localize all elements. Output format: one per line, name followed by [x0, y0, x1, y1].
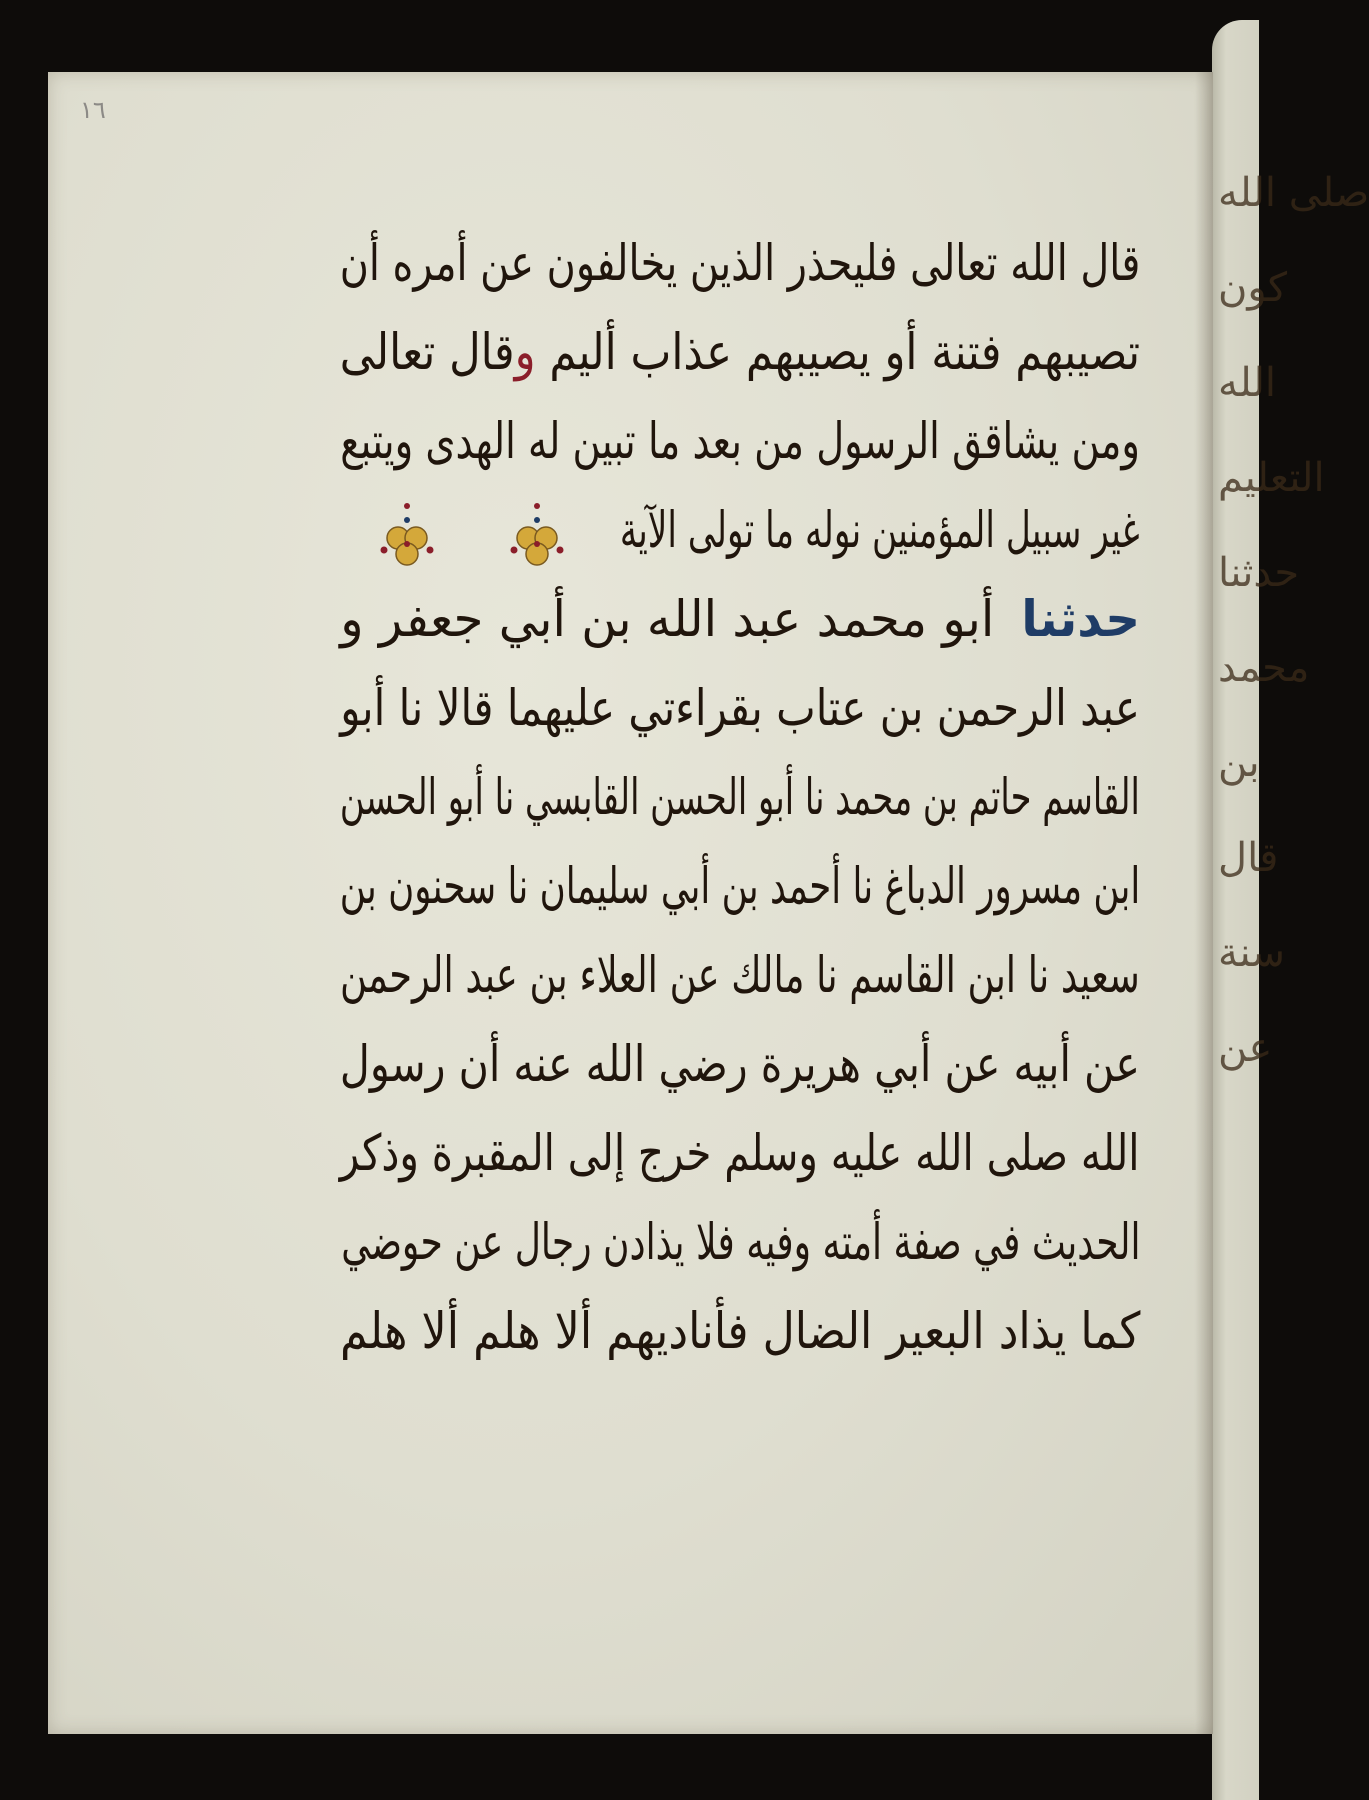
- facing-page-text: عن: [1218, 1025, 1273, 1071]
- folio-number: ١٦: [80, 96, 106, 124]
- line-content: [339, 841, 1140, 931]
- line-text: الله صلى الله عليه وسلم خرج إلى المقبرة وذكر: [340, 1124, 1140, 1182]
- line-text: كما يذاد البعير الضال فأناديهم ألا هلم ألا هلم: [339, 1302, 1140, 1360]
- rubric-heading: حدثنا: [1021, 590, 1140, 648]
- line-content: [339, 218, 1140, 308]
- facing-page-text: صلى الله: [1218, 170, 1369, 216]
- text-line: [340, 218, 1140, 308]
- facing-page-text: التعليم: [1218, 455, 1325, 501]
- line-content: [340, 663, 1140, 753]
- line-text-continued: قال تعالى: [339, 323, 515, 381]
- gold-rosette-icon: [502, 500, 572, 570]
- line-text: تصيبهم فتنة أو يصيبهم عذاب أليم: [549, 323, 1140, 381]
- line-content: [340, 1108, 1140, 1198]
- text-line: [340, 663, 1140, 753]
- text-line: [340, 396, 1140, 486]
- facing-page-edge: [1212, 20, 1369, 1800]
- facing-page-text: الله: [1218, 360, 1276, 406]
- line-content: [620, 485, 1140, 575]
- line-content: [340, 396, 1140, 486]
- line-text: ومن يشاقق الرسول من بعد ما تبين له الهدى ويتبع: [340, 412, 1140, 470]
- line-text: ابن مسرور الدباغ نا أحمد بن أبي سليمان نا سحنون بن: [339, 857, 1140, 915]
- line-content: [341, 1197, 1140, 1287]
- facing-page-text: محمد: [1218, 645, 1310, 691]
- line-text: قال الله تعالى فليحذر الذين يخالفون عن أمره أن: [339, 234, 1140, 292]
- line-content: [340, 1019, 1140, 1109]
- text-line: [340, 841, 1140, 931]
- line-text: عن أبيه عن أبي هريرة رضي الله عنه أن رسول: [339, 1035, 1140, 1093]
- line-text: عبد الرحمن بن عتاب بقراءتي عليهما قالا نا أبو: [340, 679, 1140, 737]
- line-content: [340, 574, 1140, 664]
- text-line: [340, 930, 1140, 1020]
- text-line: [340, 752, 1140, 842]
- line-content: [340, 752, 1140, 842]
- line-text: غير سبيل المؤمنين نوله ما تولى الآية: [620, 501, 1140, 559]
- facing-page-text: سنة: [1218, 930, 1286, 976]
- text-line: [340, 1108, 1140, 1198]
- line-text: أبو محمد عبد الله بن أبي جعفر و: [340, 590, 995, 648]
- rubric-red-letter: و: [514, 323, 536, 381]
- facing-page-text: حدثنا: [1218, 550, 1300, 596]
- facing-page-text: كون: [1218, 265, 1288, 311]
- text-line: [340, 307, 1140, 397]
- line-content: [340, 1286, 1140, 1376]
- gold-rosette-icon: [372, 500, 442, 570]
- line-text: القاسم حاتم بن محمد نا أبو الحسن القابسي نا أبو الحسن: [340, 768, 1140, 826]
- text-line: [620, 485, 1140, 575]
- facing-page-text: بن: [1218, 740, 1260, 786]
- line-text: سعيد نا ابن القاسم نا مالك عن العلاء بن عبد الرحمن: [340, 946, 1140, 1004]
- text-line: [340, 1197, 1140, 1287]
- text-line: [340, 574, 1140, 664]
- text-line: [340, 1286, 1140, 1376]
- verse-ornaments: [372, 500, 572, 570]
- line-content: [340, 307, 1140, 397]
- line-content: [340, 930, 1140, 1020]
- line-text: الحديث في صفة أمته وفيه فلا يذادن رجال عن حوضي: [340, 1213, 1140, 1271]
- facing-page-text: قال: [1218, 835, 1279, 881]
- text-line: [340, 1019, 1140, 1109]
